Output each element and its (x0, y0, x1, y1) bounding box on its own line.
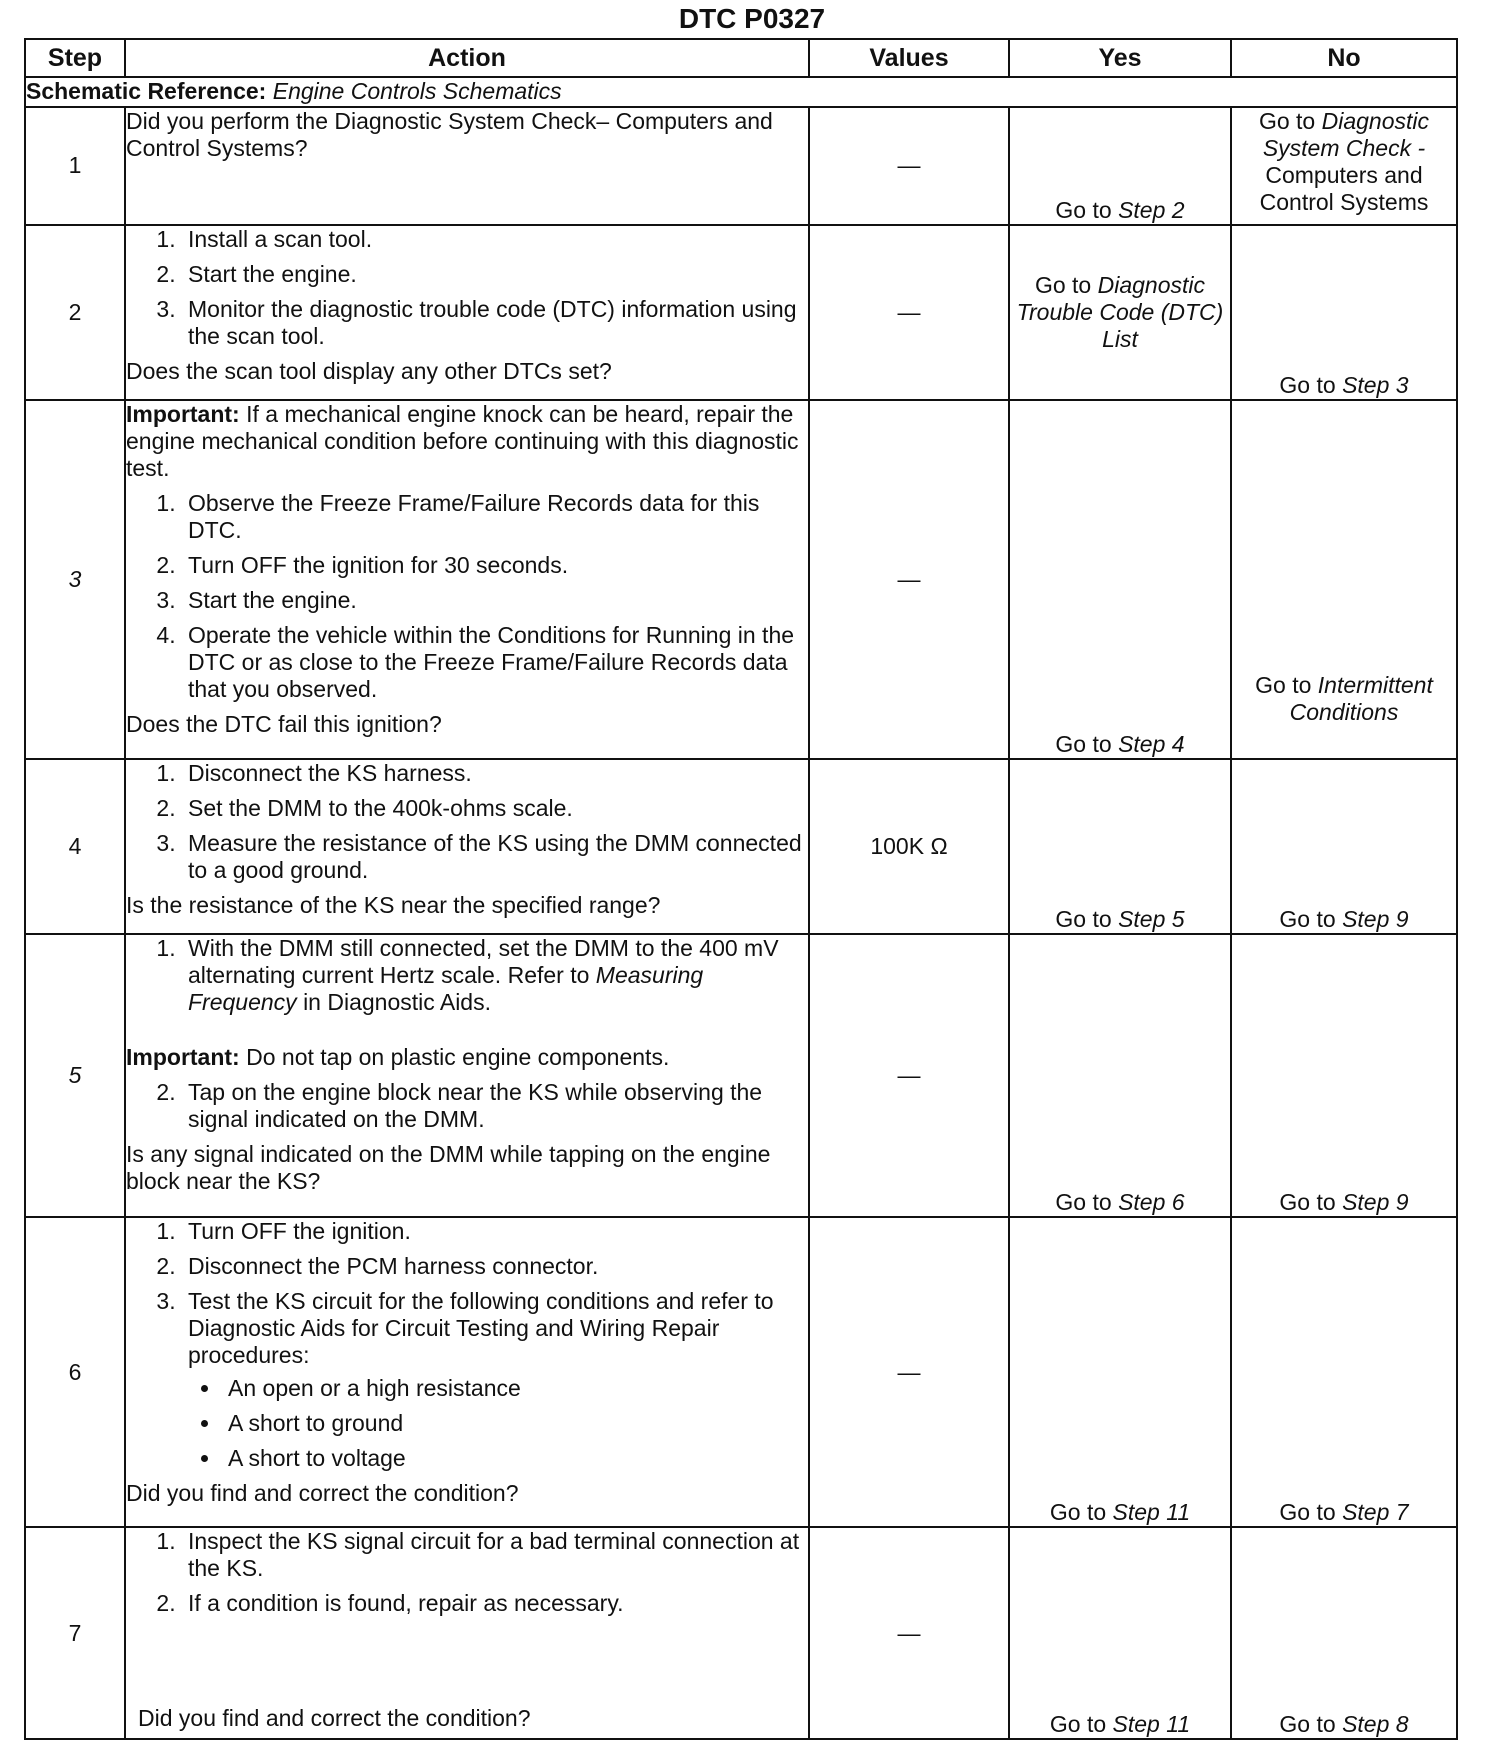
procedure-list (126, 1079, 808, 1133)
no-target: Intermittent Conditions (1289, 671, 1433, 725)
table-row (25, 1527, 1457, 1739)
procedure-item: 2. Turn OFF the ignition for 30 seconds. (182, 552, 808, 579)
value-cell: — (809, 1527, 1009, 1739)
question-text: Did you find and correct the condition? (126, 1480, 519, 1507)
procedure-item: 2. Disconnect the PCM harness connector. (182, 1253, 808, 1280)
procedure-item: 1. Inspect the KS signal circuit for a bad terminal connection at the KS. (182, 1528, 808, 1582)
procedure-list (126, 935, 808, 1016)
yes-cell (1009, 107, 1231, 225)
question-text: Is the resistance of the KS near the specified range? (126, 891, 661, 918)
important-text: Do not tap on plastic engine components. (246, 1043, 670, 1070)
condition-item: • An open or a high resistance (222, 1375, 808, 1402)
table-row (25, 400, 1457, 759)
action-cell (125, 934, 809, 1217)
value-cell: — (809, 107, 1009, 225)
important-note (126, 1044, 808, 1071)
goto-label: Go to (1055, 730, 1112, 757)
goto-label: Go to (1055, 905, 1112, 932)
important-label: Important: (126, 401, 240, 428)
step-number: 1 (25, 107, 125, 225)
no-target: Step 9 (1342, 905, 1409, 932)
procedure-list (126, 490, 808, 703)
question-text: Did you perform the Diagnostic System Check– Computers and Control Systems? (126, 107, 773, 161)
no-cell (1231, 1217, 1457, 1527)
page-title: DTC P0327 (678, 3, 826, 34)
procedure-item: 1. Turn OFF the ignition. (182, 1218, 808, 1245)
procedure-item: 2. Tap on the engine block near the KS while observing the signal indicated on the DMM. (182, 1079, 808, 1133)
yes-target: Step 4 (1118, 730, 1185, 757)
yes-cell (1009, 1217, 1231, 1527)
value-cell: — (809, 934, 1009, 1217)
question-text: Is any signal indicated on the DMM while tapping on the engine block near the KS? (126, 1140, 771, 1194)
no-target-rest: Computers and Control Systems (1259, 161, 1429, 215)
yes-cell (1009, 400, 1231, 759)
step-number: 5 (25, 934, 125, 1217)
schematic-reference (25, 77, 1457, 107)
yes-target: Step 6 (1118, 1189, 1185, 1216)
table-row (25, 934, 1457, 1217)
important-note (126, 401, 808, 482)
procedure-item: 3. Monitor the diagnostic trouble code (DTC) information using the scan tool. (182, 296, 808, 350)
action-cell (125, 1527, 809, 1739)
procedure-list (126, 226, 808, 350)
question-text: Does the scan tool display any other DTCs set? (126, 357, 612, 384)
no-cell (1231, 107, 1457, 225)
table-row (25, 107, 1457, 225)
question-text: Does the DTC fail this ignition? (126, 711, 442, 738)
no-cell (1231, 225, 1457, 400)
procedure-text: in Diagnostic Aids. (303, 988, 491, 1015)
procedure-item: 4. Operate the vehicle within the Conditions for Running in the DTC or as close to the Freeze Frame/Failure Records data that you observed. (182, 622, 808, 703)
schematic-label: Schematic Reference: (26, 78, 267, 105)
goto-label: Go to (1279, 1189, 1336, 1216)
goto-label: Go to (1049, 1499, 1107, 1526)
goto-label: Go to (1034, 271, 1092, 298)
yes-target: Diagnostic Trouble Code (DTC) List (1016, 271, 1224, 352)
procedure-item (182, 935, 808, 1016)
action-cell (125, 1217, 809, 1527)
header-values: Values (809, 39, 1009, 77)
procedure-text: Test the KS circuit for the following conditions and refer to Diagnostic Aids for Circuit Testing and Wiring Repair procedures: (188, 1288, 774, 1369)
procedure-item: 3. Measure the resistance of the KS using the DMM connected to a good ground. (182, 830, 808, 884)
procedure-list (126, 1528, 808, 1617)
no-target: Step 7 (1342, 1499, 1409, 1526)
header-row (25, 39, 1457, 77)
yes-target: Step 11 (1112, 1499, 1191, 1526)
value-cell: 100K Ω (809, 759, 1009, 934)
yes-cell (1009, 225, 1231, 400)
step-number: 3 (25, 400, 125, 759)
no-target: Diagnostic System Check - (1262, 107, 1430, 161)
goto-label: Go to (1055, 196, 1112, 223)
procedure-item: 2. Set the DMM to the 400k-ohms scale. (182, 795, 808, 822)
goto-label: Go to (1258, 107, 1316, 134)
yes-cell (1009, 759, 1231, 934)
yes-cell (1009, 1527, 1231, 1739)
step-number: 6 (25, 1217, 125, 1527)
action-cell (125, 759, 809, 934)
condition-item: • A short to voltage (222, 1445, 808, 1472)
yes-target: Step 5 (1118, 905, 1185, 932)
header-yes: Yes (1009, 39, 1231, 77)
goto-label: Go to (1279, 372, 1336, 399)
schematic-value: Engine Controls Schematics (272, 78, 562, 105)
question-text: Did you find and correct the condition? (138, 1705, 531, 1731)
header-action: Action (125, 39, 809, 77)
header-no: No (1231, 39, 1457, 77)
step-number: 2 (25, 225, 125, 400)
procedure-item: 1. Observe the Freeze Frame/Failure Records data for this DTC. (182, 490, 808, 544)
yes-target: Step 11 (1112, 1711, 1191, 1737)
value-cell: — (809, 400, 1009, 759)
diagnostic-table (24, 38, 1458, 1740)
step-number: 7 (25, 1527, 125, 1739)
header-step: Step (25, 39, 125, 77)
goto-label: Go to (1255, 671, 1312, 698)
goto-label: Go to (1279, 1711, 1336, 1737)
important-text: If a mechanical engine knock can be heard, repair the engine mechanical condition before continuing with this diagnostic test. (126, 401, 799, 482)
reference-link-text: Measuring Frequency (188, 961, 704, 1015)
procedure-item: 2. Start the engine. (182, 261, 808, 288)
table-row (25, 1217, 1457, 1527)
important-label: Important: (126, 1043, 240, 1070)
goto-label: Go to (1279, 905, 1336, 932)
procedure-item (182, 1288, 808, 1472)
table-row (25, 759, 1457, 934)
value-cell: — (809, 1217, 1009, 1527)
goto-label: Go to (1279, 1499, 1336, 1526)
yes-target: Step 2 (1118, 196, 1185, 223)
value-cell: — (809, 225, 1009, 400)
action-cell (125, 225, 809, 400)
procedure-item: 2. If a condition is found, repair as necessary. (182, 1590, 808, 1617)
step-number: 4 (25, 759, 125, 934)
goto-label: Go to (1055, 1189, 1112, 1216)
action-cell (125, 400, 809, 759)
no-cell (1231, 759, 1457, 934)
procedure-item: 1. Disconnect the KS harness. (182, 760, 808, 787)
table-row (25, 225, 1457, 400)
no-target: Step 9 (1342, 1189, 1409, 1216)
no-target: Step 3 (1342, 372, 1409, 399)
no-target: Step 8 (1342, 1711, 1409, 1737)
no-cell (1231, 934, 1457, 1217)
no-cell (1231, 1527, 1457, 1739)
action-cell (125, 107, 809, 225)
condition-list (188, 1375, 808, 1472)
procedure-item: 3. Start the engine. (182, 587, 808, 614)
yes-cell (1009, 934, 1231, 1217)
goto-label: Go to (1049, 1711, 1107, 1737)
procedure-list (126, 1218, 808, 1472)
procedure-item: 1. Install a scan tool. (182, 226, 808, 253)
procedure-list (126, 760, 808, 884)
schematic-row (25, 77, 1457, 107)
condition-item: • A short to ground (222, 1410, 808, 1437)
no-cell (1231, 400, 1457, 759)
procedure-text: With the DMM still connected, set the DMM to the 400 mV alternating current Hertz scale. Refer to (188, 934, 779, 988)
